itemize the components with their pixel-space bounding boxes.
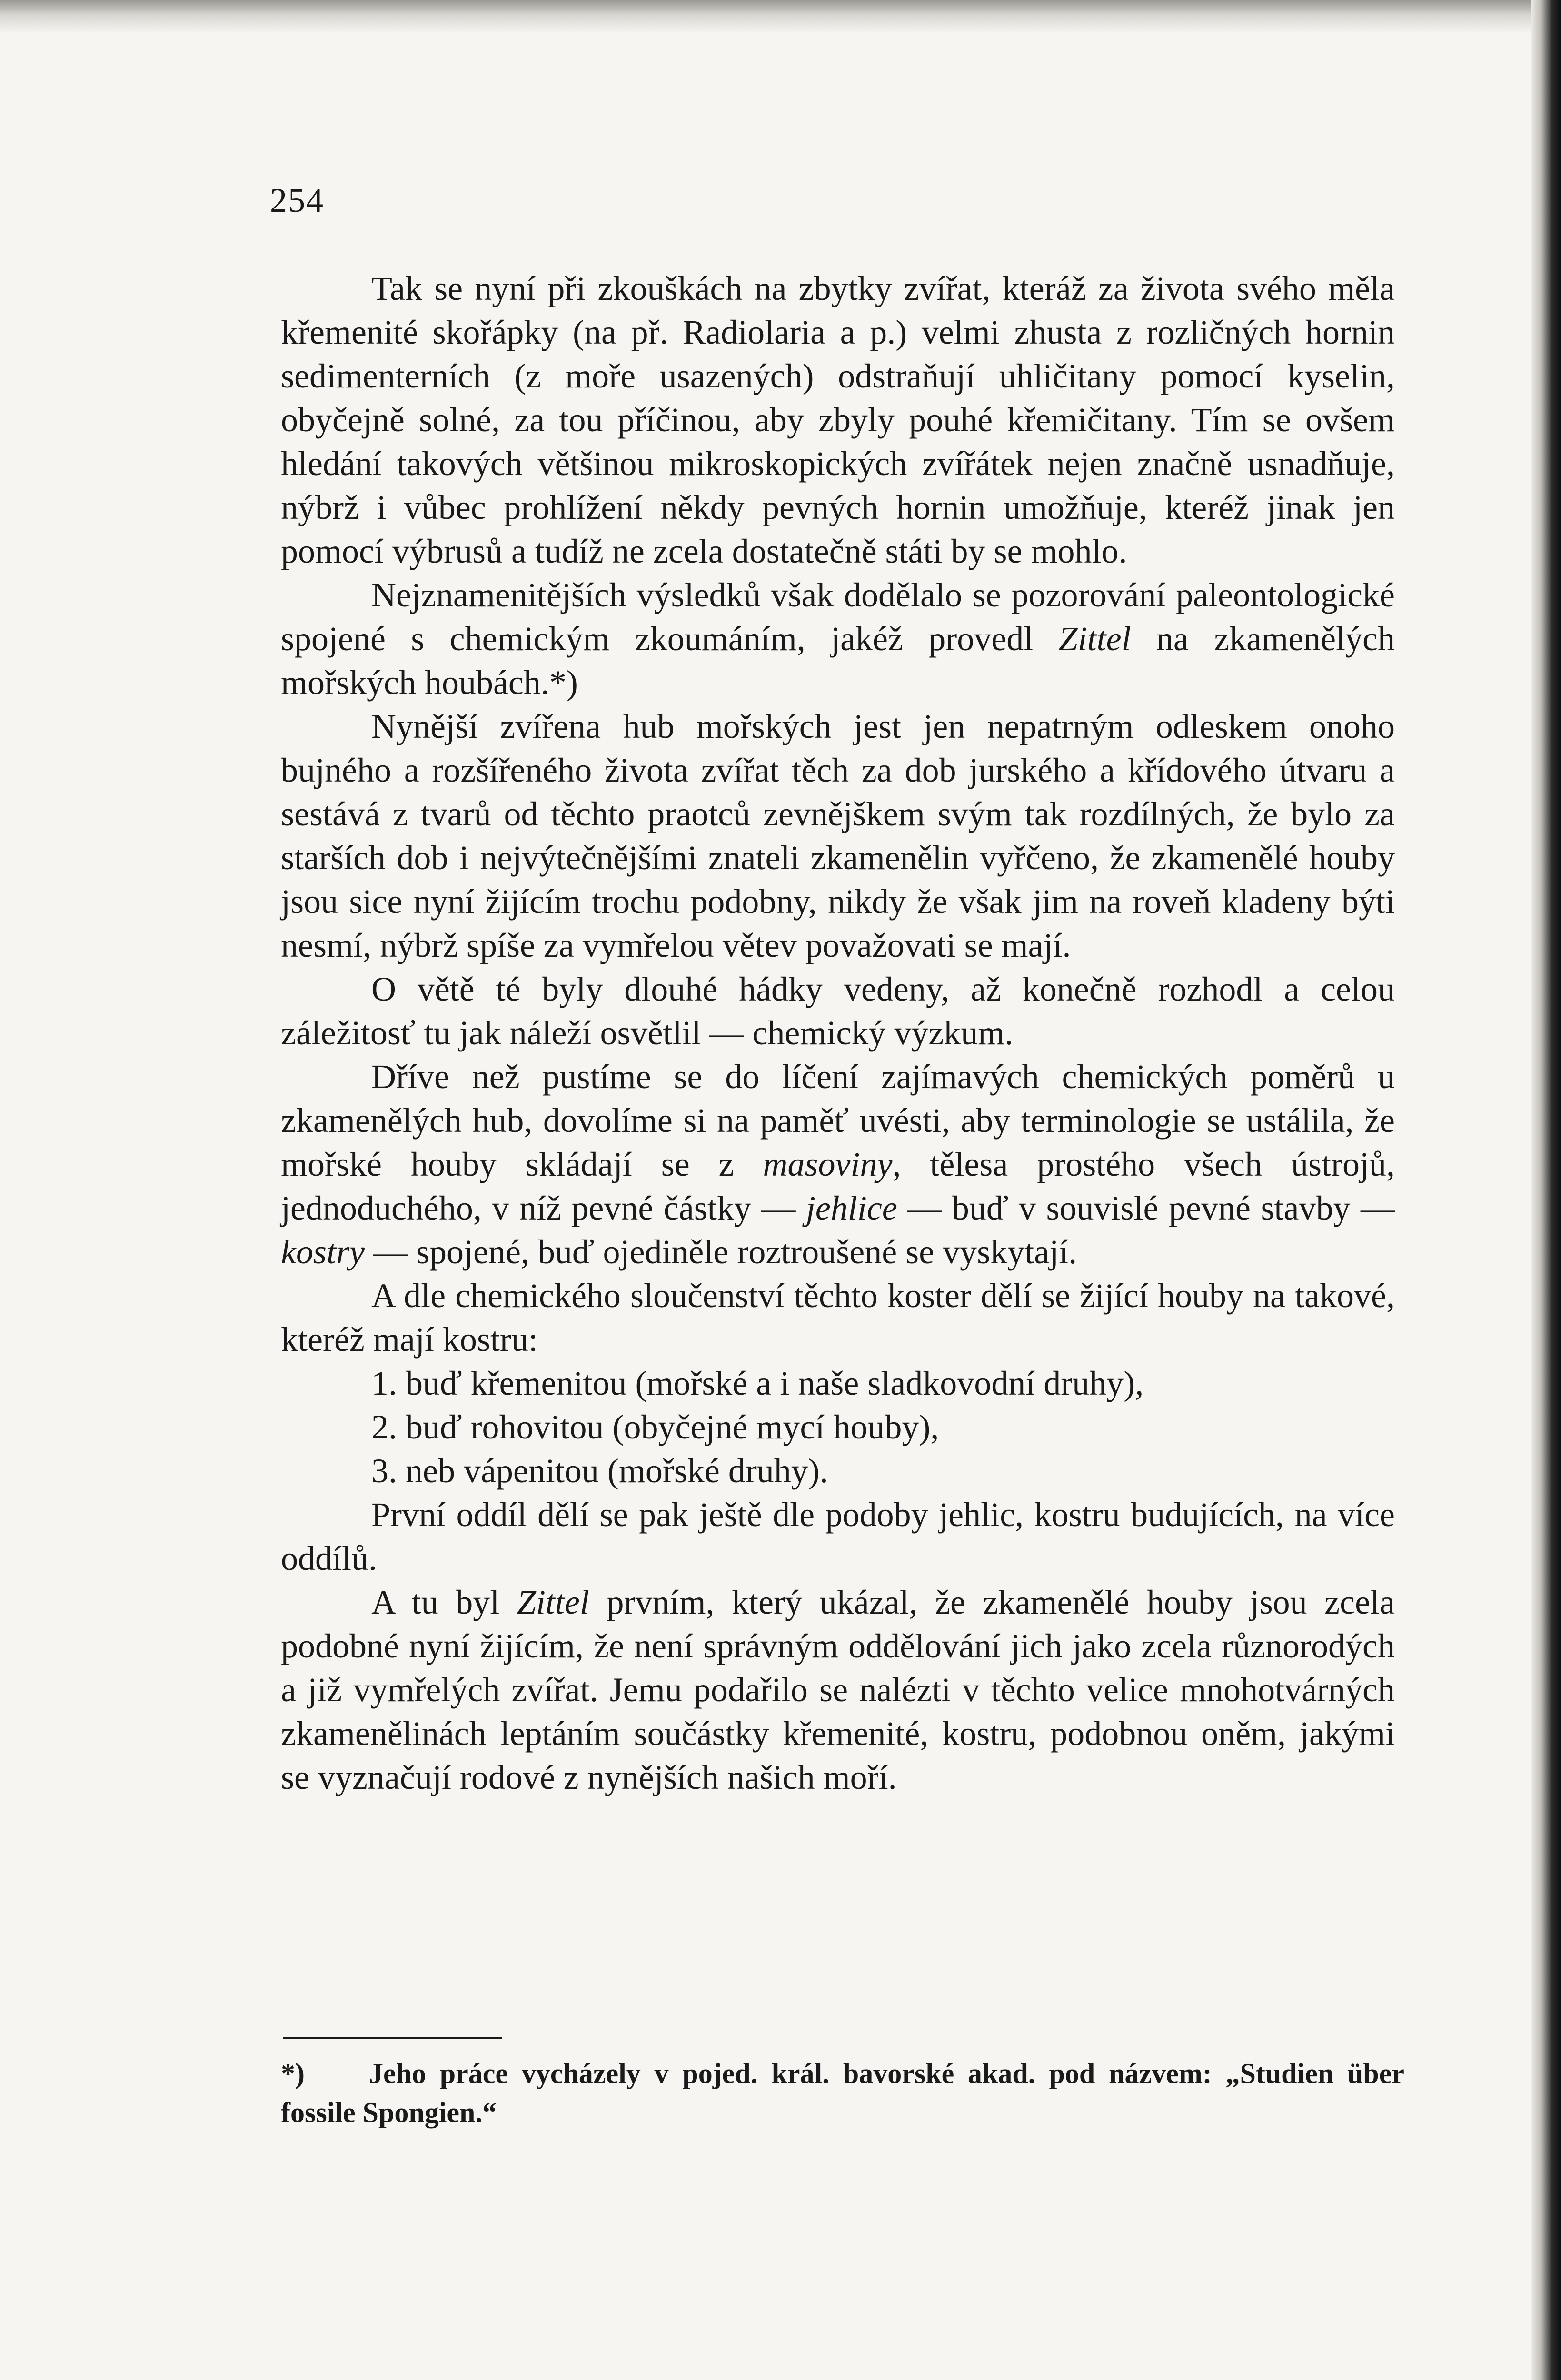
- paragraph-4: O větě té byly dlouhé hádky vedeny, až konečně rozhodl a celou záležitosť tu jak náleží osvětlil — chemický výzkum.: [281, 970, 1395, 1052]
- paragraph-3: Nynější zvířena hub mořských jest jen nepatrným odleskem onoho bujného a rozšířeného života zvířat těch za dob jurského a křídového útvaru a sestává z tvarů od těchto praotců zevnějškem svým tak rozdílných, že bylo za starších dob i nejvýtečnějšími znateli zkamenělin vyřčeno, že zkamenělé houby jsou sice nyní žijícím trochu podobny, nikdy že však jim na roveň kladeny býti nesmí, nýbrž spíše za vymřelou větev považovati se mají.: [281, 707, 1395, 964]
- footnote-text: Jeho práce vycházely v pojed. král. bavorské akad. pod názvem: „Studien über fossile Spongien.“: [281, 2058, 1404, 2128]
- list-item: 2. buď rohovitou (obyčejné mycí houby),: [371, 1408, 939, 1446]
- author-name-zittel: Zittel: [1058, 620, 1131, 658]
- paragraph-8: [281, 1580, 1395, 1799]
- footnote-marker: *): [281, 2058, 305, 2089]
- paragraph-5-part-3: — buď v souvislé pevné stavby —: [897, 1189, 1395, 1227]
- paragraph-1: Tak se nyní při zkouškách na zbytky zvířat, kteráž za života svého měla křemenité skořápky (na př. Radiolaria a p.) velmi zhusta z rozličných hornin sedimenterních (z moře usazených) odstraňují uhličitany pomocí kyselin, obyčejně solné, za tou příčinou, aby zbyly pouhé křemičitany. Tím se ovšem hledání takových většinou mikroskopických zvířátek nejen značně usnadňuje, nýbrž i vůbec prohlížení někdy pevných hornin umožňuje, kteréž jinak jen pomocí výbrusů a tudíž ne zcela dostatečně státi by se mohlo.: [281, 269, 1395, 570]
- paragraph-8-part-a: A tu byl: [371, 1583, 517, 1621]
- paragraph-5-part-1: Dříve než pustíme se do líčení zajímavých chemických poměrů u zkamenělých hub, dovolíme si na paměť uvésti, aby terminologie se ustálila, že mořské houby skládají se z: [281, 1058, 1395, 1183]
- paragraph-5-part-2: , tělesa prostého všech ústrojů, jednoduchého, v níž pevné částky —: [281, 1145, 1395, 1227]
- paragraph-8-part-b: prvním, který ukázal, že zkamenělé houby jsou zcela podobné nyní žijícím, že není správným oddělování jich jako zcela různorodých a již vymřelých zvířat. Jemu podařilo se nalézti v těchto velice mnohotvárných zkamenělinách leptáním součástky křemenité, kostru, podobnou oněm, jakými se vyznačují rodové z nynějších našich moří.: [281, 1583, 1395, 1796]
- term-jehlice: jehlice: [805, 1189, 897, 1227]
- paragraph-5-part-4: — spojené, buď ojediněle roztroušené se vyskytají.: [364, 1233, 1077, 1271]
- main-text: [281, 267, 1395, 1799]
- footnote: [281, 2054, 1404, 2132]
- author-name-zittel: Zittel: [517, 1583, 589, 1621]
- footnote-divider: [283, 2037, 502, 2039]
- paragraph-2: [281, 573, 1395, 704]
- term-kostry: kostry: [281, 1233, 365, 1271]
- skeleton-type-list: [281, 1361, 1395, 1493]
- page-number: 254: [270, 181, 324, 219]
- scan-edge-right: [1531, 0, 1561, 2380]
- list-item: 3. neb vápenitou (mořské druhy).: [371, 1452, 828, 1490]
- paragraph-5: [281, 1055, 1395, 1274]
- term-masoviny: masoviny: [763, 1145, 893, 1183]
- paragraph-2-part-a: Nejznamenitějších výsledků však dodělalo se pozorování paleontologické spojené s chemickým zkoumáním, jakéž provedl: [281, 576, 1395, 658]
- paragraph-6: A dle chemického sloučenství těchto koster dělí se žijící houby na takové, kteréž mají kostru:: [281, 1277, 1395, 1359]
- scan-edge-top: [0, 0, 1561, 33]
- list-item: 1. buď křemenitou (mořské a i naše sladkovodní druhy),: [371, 1364, 1144, 1402]
- paragraph-7: První oddíl dělí se pak ještě dle podoby jehlic, kostru budujících, na více oddílů.: [281, 1496, 1395, 1577]
- paragraph-2-part-b: na zkamenělých mořských houbách.*): [281, 620, 1395, 702]
